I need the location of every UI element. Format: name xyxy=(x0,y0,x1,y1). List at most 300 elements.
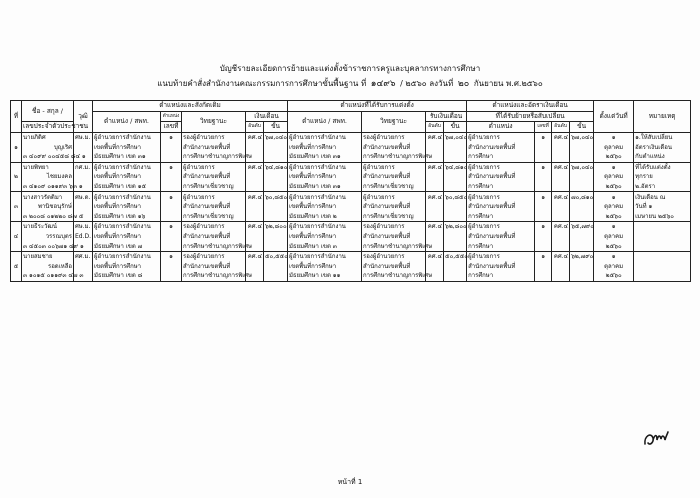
cell-no xyxy=(11,182,22,192)
cell-remark: วันที่ ๑ xyxy=(634,202,691,212)
cell-effective: ตุลาคม xyxy=(594,262,634,272)
cell-recv-rank: คศ.๔ xyxy=(552,251,570,261)
cell-new-rank: คศ.๔ xyxy=(426,162,444,172)
cell-degree xyxy=(74,172,93,182)
table-row xyxy=(11,271,691,281)
header-new-step: ขั้น xyxy=(444,122,467,133)
cell-recv-rank: คศ.๔ xyxy=(552,222,570,232)
cell-degree: กศ.ม. xyxy=(74,162,93,172)
cell-recv-no: ๑ xyxy=(535,222,552,232)
cell-citizen-id: ๓ ๔๕๐๓ ๐๐๖๗๑ ๔๙ ๑ xyxy=(23,242,84,250)
cell-new-salary xyxy=(444,212,467,222)
table-row xyxy=(11,142,691,152)
table-row xyxy=(11,172,691,182)
cell-remark xyxy=(634,241,691,251)
cell-recv-salary xyxy=(570,241,594,251)
cell-recv-position: สำนักงานเขตพื้นที่ xyxy=(467,202,535,212)
cell-new-position: เขตพื้นที่การศึกษา xyxy=(288,142,362,152)
cell-new-academic: สำนักงานเขตพื้นที่ xyxy=(362,202,426,212)
cell-new-rank: คศ.๔ xyxy=(426,251,444,261)
cell-new-academic: การศึกษาเชี่ยวชาญ xyxy=(362,182,426,192)
cell-no: ๔ xyxy=(11,232,22,242)
cell-recv-position: การศึกษา xyxy=(467,271,535,281)
cell-old-no xyxy=(161,212,182,222)
table-row xyxy=(11,241,691,251)
cell-recv-position: ผู้อำนวยการ xyxy=(467,192,535,202)
cell-citizen-id: ๓ ๒๐๐๘ ๐๑๒๒๐ ๘๗ ๕ xyxy=(23,212,84,220)
cell-degree: ศษ.ม. xyxy=(75,223,91,231)
cell-old-academic: รองผู้อำนวยการ xyxy=(182,222,246,232)
cell-old-no xyxy=(161,172,182,182)
cell-old-position: ผู้อำนวยการสำนักงาน xyxy=(93,162,161,172)
cell-old-academic: สำนักงานเขตพื้นที่ xyxy=(182,172,246,182)
cell-recv-no xyxy=(535,241,552,251)
cell-old-no: ๑ xyxy=(161,251,182,261)
header-recv-position: ตำแหน่ง xyxy=(467,122,535,133)
cell-recv-salary: ๖๕,๗๙๐ xyxy=(571,223,594,231)
cell-recv-rank: คศ.๔ xyxy=(552,132,570,142)
handwritten-signature xyxy=(642,426,670,452)
cell-old-salary: ๖๐,๘๕๐ xyxy=(265,193,288,201)
cell-new-academic: รองผู้อำนวยการ xyxy=(362,222,426,232)
cell-effective: ตุลาคม xyxy=(594,142,634,152)
cell-effective: ๒๕๖๐ xyxy=(594,212,634,222)
cell-new-position: มัธยมศึกษา เขต ๓ xyxy=(288,241,362,251)
cell-new-salary xyxy=(444,262,467,272)
cell-no xyxy=(11,212,22,222)
cell-remark: ๑.ให้สับเปลี่ยน xyxy=(634,132,691,142)
cell-no xyxy=(11,251,22,261)
cell-old-no xyxy=(161,232,182,242)
cell-effective: ๒๕๖๐ xyxy=(594,152,634,162)
cell-new-salary: ๕๐,๕๕๐ xyxy=(445,253,468,261)
cell-recv-rank: คศ.๔ xyxy=(552,162,570,172)
cell-new-academic: การศึกษาชำนาญการพิเศษ xyxy=(363,272,433,280)
cell-new-position: ผู้อำนวยการสำนักงาน xyxy=(288,132,362,142)
cell-name: นายสมชาย xyxy=(22,251,74,261)
header-name: ชื่อ - สกุล / xyxy=(22,101,74,122)
cell-name: นายภิดิศ xyxy=(22,132,74,142)
cell-old-academic: สำนักงานเขตพื้นที่ xyxy=(182,142,246,152)
cell-effective: ๑ xyxy=(594,222,634,232)
cell-old-academic: สำนักงานเขตพื้นที่ xyxy=(182,202,246,212)
header-recv-rank: อันดับ xyxy=(552,122,570,133)
cell-citizen-id: ๓ ๑๐๑๕ ๐๑๑๙๓ ๔๗ ๓ xyxy=(23,272,84,280)
cell-new-salary xyxy=(444,271,467,281)
header-salary-group-line1: ตำแหน่งและอัตราเงินเดือน xyxy=(492,101,568,110)
cell-recv-position: สำนักงานเขตพื้นที่ xyxy=(467,172,535,182)
cell-recv-no xyxy=(535,271,552,281)
header-old-academic: วิทยฐานะ xyxy=(182,111,246,132)
header-recv-no: เลขที่ xyxy=(535,122,552,133)
transfer-table xyxy=(10,100,691,282)
cell-remark: เมษายน ๒๕๖๐ xyxy=(634,212,691,222)
cell-new-academic: การศึกษาชำนาญการพิเศษ xyxy=(363,153,433,161)
cell-new-position: ผู้อำนวยการสำนักงาน xyxy=(288,162,362,172)
cell-new-rank xyxy=(426,142,444,152)
cell-name: รอดเหลือ xyxy=(22,262,74,272)
header-old-no-bottom: เลขที่ xyxy=(161,122,182,133)
table-row xyxy=(11,132,691,142)
header-salary-group xyxy=(467,101,594,112)
cell-old-rank xyxy=(246,232,264,242)
cell-degree: ศศ.ม. xyxy=(74,251,93,261)
cell-new-salary xyxy=(444,182,467,192)
cell-recv-salary xyxy=(570,262,594,272)
cell-remark: เงินเดือน ณ xyxy=(634,192,691,202)
cell-remark: ที่ได้รับแต่งตั้ง xyxy=(634,162,691,172)
cell-old-academic: การศึกษาชำนาญการพิเศษ xyxy=(183,153,253,161)
cell-new-position: เขตพื้นที่การศึกษา xyxy=(288,202,362,212)
cell-effective: ๑ xyxy=(594,132,634,142)
table-row xyxy=(11,212,691,222)
cell-old-rank xyxy=(246,202,264,212)
cell-new-rank xyxy=(426,232,444,242)
cell-new-position: มัธยมศึกษา เขต ๓๑ xyxy=(288,152,362,162)
table-body xyxy=(11,132,691,281)
cell-recv-salary: ๖๗,๐๔๐ xyxy=(571,163,594,171)
cell-old-position: ผู้อำนวยการสำนักงาน xyxy=(93,132,161,142)
cell-name: นายธีระวัฒน์ xyxy=(22,222,74,232)
cell-new-position: มัธยมศึกษา เขต ๓๑ xyxy=(288,182,362,192)
cell-effective: ตุลาคม xyxy=(594,172,634,182)
cell-old-rank: คศ.๔ xyxy=(246,251,264,261)
cell-recv-position: การศึกษา xyxy=(467,212,535,222)
cell-new-academic: สำนักงานเขตพื้นที่ xyxy=(362,232,426,242)
cell-degree: ศษ.ม. xyxy=(75,134,91,142)
header-receive-salary: รับเงินเดือน xyxy=(426,111,467,122)
cell-old-position: มัธยมศึกษา เขต ๘ xyxy=(93,271,161,281)
cell-remark: ๒.อัตรา xyxy=(634,182,691,192)
cell-name: นางสาวรัตติมา xyxy=(22,192,74,202)
cell-old-salary xyxy=(264,142,288,152)
cell-old-salary xyxy=(264,212,288,222)
cell-new-position: เขตพื้นที่การศึกษา xyxy=(288,262,362,272)
cell-old-academic: การศึกษาเชี่ยวชาญ xyxy=(182,182,246,192)
cell-new-rank xyxy=(426,202,444,212)
cell-old-salary xyxy=(264,152,288,162)
cell-effective: ๑ xyxy=(594,192,634,202)
cell-old-rank xyxy=(246,212,264,222)
cell-name: บุญเริศ xyxy=(22,142,74,152)
cell-old-salary xyxy=(264,232,288,242)
cell-new-position: ผู้อำนวยการสำนักงาน xyxy=(288,251,362,261)
cell-old-salary xyxy=(264,271,288,281)
cell-effective: ๒๕๖๐ xyxy=(594,271,634,281)
cell-recv-rank xyxy=(552,232,570,242)
cell-old-academic: รองผู้อำนวยการ xyxy=(182,251,246,261)
cell-old-position: ผู้อำนวยการสำนักงาน xyxy=(93,192,161,202)
header-new-academic: วิทยฐานะ xyxy=(362,111,426,132)
cell-new-rank: คศ.๔ xyxy=(426,222,444,232)
cell-old-salary: ๖๔,๘๑๐ xyxy=(265,163,288,171)
table-row xyxy=(11,251,691,261)
cell-no xyxy=(11,222,22,232)
cell-new-academic: ผู้อำนวยการ xyxy=(362,192,426,202)
cell-new-position: ผู้อำนวยการสำนักงาน xyxy=(288,222,362,232)
cell-effective: ตุลาคม xyxy=(594,232,634,242)
cell-old-position: เขตพื้นที่การศึกษา xyxy=(93,232,161,242)
cell-old-position: มัธยมศึกษา เขต ๑๕ xyxy=(93,182,161,192)
cell-old-position: เขตพื้นที่การศึกษา xyxy=(93,142,161,152)
cell-recv-no: ๑ xyxy=(535,132,552,142)
header-no: ที่ xyxy=(11,101,22,133)
cell-recv-rank xyxy=(552,202,570,212)
cell-remark xyxy=(634,222,691,232)
cell-recv-rank xyxy=(552,241,570,251)
cell-old-no: ๑ xyxy=(161,222,182,232)
cell-new-rank xyxy=(426,262,444,272)
cell-old-position: เขตพื้นที่การศึกษา xyxy=(93,202,161,212)
cell-new-academic: การศึกษาเชี่ยวชาญ xyxy=(362,212,426,222)
cell-old-rank xyxy=(246,142,264,152)
cell-recv-position: สำนักงานเขตพื้นที่ xyxy=(467,142,535,152)
cell-recv-salary: ๖๒,๗๙๐ xyxy=(571,253,594,261)
cell-old-no xyxy=(161,152,182,162)
cell-remark: ทุกราย xyxy=(634,172,691,182)
cell-old-no xyxy=(161,241,182,251)
cell-old-salary: ๖๒,๘๐๐ xyxy=(265,223,287,231)
cell-old-no xyxy=(161,142,182,152)
cell-old-academic: สำนักงานเขตพื้นที่ xyxy=(182,232,246,242)
cell-recv-rank xyxy=(552,212,570,222)
cell-recv-salary: ๗๐,๘๑๐ xyxy=(571,193,594,201)
table-row xyxy=(11,262,691,272)
cell-new-position: เขตพื้นที่การศึกษา xyxy=(288,172,362,182)
cell-new-position: เขตพื้นที่การศึกษา xyxy=(288,232,362,242)
cell-new-academic: ผู้อำนวยการ xyxy=(362,162,426,172)
table-row xyxy=(11,192,691,202)
cell-recv-no xyxy=(535,152,552,162)
subtitle-prefix: แนบท้ายคำสั่งสำนักงานคณะกรรมการการศึกษาขั้นพื้นฐาน ที่ xyxy=(157,79,367,88)
cell-old-no: ๑ xyxy=(161,132,182,142)
cell-effective: ๑ xyxy=(594,251,634,261)
cell-recv-salary xyxy=(570,172,594,182)
cell-citizen-id: ๓ ๔๑๐๙ ๐๑๑๙๓ ๖๓ ๑ xyxy=(23,183,83,191)
cell-recv-salary xyxy=(570,202,594,212)
cell-new-academic: สำนักงานเขตพื้นที่ xyxy=(362,172,426,182)
table-row xyxy=(11,222,691,232)
cell-new-academic: สำนักงานเขตพื้นที่ xyxy=(362,262,426,272)
cell-degree: Ed.D. xyxy=(75,233,92,241)
cell-recv-no xyxy=(535,212,552,222)
cell-recv-position: ผู้อำนวยการ xyxy=(467,222,535,232)
cell-old-academic: การศึกษาชำนาญการพิเศษ xyxy=(183,272,253,280)
cell-recv-no xyxy=(535,142,552,152)
cell-old-salary xyxy=(264,202,288,212)
header-citizen-id: เลขประจำตัวประชาชน xyxy=(23,122,89,131)
cell-effective: ๑ xyxy=(594,162,634,172)
cell-no xyxy=(11,132,22,142)
page-footer: หน้าที่ 1 xyxy=(337,478,363,486)
cell-name: วรรณบุตร xyxy=(22,232,74,242)
cell-recv-no xyxy=(535,172,552,182)
cell-no xyxy=(11,152,22,162)
order-year: / ๒๕๖๐ xyxy=(400,79,427,88)
cell-new-salary: ๖๐,๘๕๐ xyxy=(445,193,468,201)
cell-name: พานิชอนุรักษ์ xyxy=(22,202,74,212)
cell-recv-rank xyxy=(552,142,570,152)
document-title: บัญชีรายละเอียดการย้ายและแต่งตั้งข้าราชการครูและบุคลากรทางการศึกษา xyxy=(219,64,481,73)
cell-name: นายพิทยา xyxy=(22,162,74,172)
cell-new-position: มัธยมศึกษา เขต ๒ xyxy=(288,212,362,222)
cell-old-no xyxy=(161,271,182,281)
cell-old-academic: ผู้อำนวยการ xyxy=(182,162,246,172)
cell-recv-rank xyxy=(552,271,570,281)
cell-recv-position: ผู้อำนวยการ xyxy=(467,132,535,142)
header-old-salary: เงินเดือน xyxy=(246,111,288,122)
cell-recv-no xyxy=(535,182,552,192)
cell-old-no xyxy=(161,262,182,272)
cell-recv-rank: คศ.๔ xyxy=(552,192,570,202)
cell-recv-no: ๑ xyxy=(535,192,552,202)
cell-new-salary xyxy=(444,142,467,152)
document-subtitle xyxy=(0,76,700,90)
cell-remark xyxy=(634,232,691,242)
header-recv-step: ขั้น xyxy=(570,122,594,133)
cell-old-salary xyxy=(264,262,288,272)
cell-new-rank: คศ.๔ xyxy=(426,132,444,142)
cell-recv-rank xyxy=(552,172,570,182)
cell-degree xyxy=(74,142,93,152)
cell-old-academic: การศึกษาชำนาญการพิเศษ xyxy=(183,242,253,250)
cell-recv-no xyxy=(535,202,552,212)
cell-recv-no xyxy=(535,262,552,272)
cell-old-rank: คศ.๔ xyxy=(246,192,264,202)
cell-recv-rank xyxy=(552,152,570,162)
cell-remark xyxy=(634,271,691,281)
cell-degree xyxy=(74,262,93,272)
table-row xyxy=(11,232,691,242)
cell-old-position: ผู้อำนวยการสำนักงาน xyxy=(93,222,161,232)
cell-recv-salary xyxy=(570,182,594,192)
cell-new-salary xyxy=(444,241,467,251)
cell-recv-rank xyxy=(552,262,570,272)
cell-degree xyxy=(74,202,93,212)
cell-new-position: มัธยมศึกษา เขต ๑๑ xyxy=(288,271,362,281)
header-remark: หมายเหตุ xyxy=(634,101,691,133)
cell-new-salary: ๖๗,๐๔๐ xyxy=(445,134,468,142)
order-month-year: กันยายน พ.ศ.๒๕๖๐ xyxy=(473,79,543,88)
cell-new-rank: คศ.๔ xyxy=(426,192,444,202)
cell-remark xyxy=(634,251,691,261)
cell-old-no xyxy=(161,182,182,192)
cell-new-academic: สำนักงานเขตพื้นที่ xyxy=(362,142,426,152)
header-old-no-top: ตำแหน่ง xyxy=(161,111,182,122)
cell-no: ๓ xyxy=(11,202,22,212)
cell-old-academic: การศึกษาเชี่ยวชาญ xyxy=(182,212,246,222)
cell-old-position: มัธยมศึกษา เขต ๗ xyxy=(93,241,161,251)
cell-remark: อัตราเงินเดือน xyxy=(634,142,691,152)
cell-new-salary xyxy=(444,202,467,212)
cell-no xyxy=(11,271,22,281)
cell-recv-position: สำนักงานเขตพื้นที่ xyxy=(467,232,535,242)
header-new-position: ตำแหน่ง / สพท. xyxy=(288,111,362,132)
cell-old-position: เขตพื้นที่การศึกษา xyxy=(93,262,161,272)
cell-old-academic: ผู้อำนวยการ xyxy=(182,192,246,202)
cell-recv-salary xyxy=(570,142,594,152)
table-row xyxy=(11,162,691,172)
cell-citizen-id: ๓ ๔๐๙๙ ๐๐๔๕๘ ๘๔ ๑ xyxy=(23,153,86,161)
header-old-group: ตำแหน่งและสังกัดเดิม xyxy=(93,101,288,112)
header-new-rank: อันดับ xyxy=(426,122,444,133)
cell-old-position: มัธยมศึกษา เขต ๓๑ xyxy=(93,152,161,162)
cell-recv-position: ผู้อำนวยการ xyxy=(467,251,535,261)
header-new-group: ตำแหน่งที่ได้รับการแต่งตั้ง xyxy=(288,101,467,112)
cell-new-rank xyxy=(426,212,444,222)
cell-recv-rank xyxy=(552,182,570,192)
cell-recv-no: ๑ xyxy=(535,251,552,261)
table-row xyxy=(11,182,691,192)
header-degree: วุฒิ xyxy=(74,101,93,133)
cell-old-no xyxy=(161,202,182,212)
cell-old-rank xyxy=(246,182,264,192)
header-old-step: ขั้น xyxy=(264,122,288,133)
table-row xyxy=(11,152,691,162)
dated-label: ลงวันที่ xyxy=(429,79,454,88)
table-row xyxy=(11,202,691,212)
cell-effective: ๒๕๖๐ xyxy=(594,182,634,192)
cell-effective: ตุลาคม xyxy=(594,202,634,212)
cell-new-academic: รองผู้อำนวยการ xyxy=(362,132,426,142)
cell-new-salary xyxy=(444,152,467,162)
cell-new-salary: ๖๒,๘๐๐ xyxy=(445,223,467,231)
cell-old-academic: สำนักงานเขตพื้นที่ xyxy=(182,262,246,272)
cell-recv-position: การศึกษา xyxy=(467,182,535,192)
cell-recv-no xyxy=(535,232,552,242)
cell-new-salary: ๖๔,๘๑๐ xyxy=(445,163,468,171)
cell-new-salary xyxy=(444,172,467,182)
cell-recv-position: การศึกษา xyxy=(467,152,535,162)
cell-no xyxy=(11,192,22,202)
cell-name: ไชยมงคล xyxy=(22,172,74,182)
header-salary-group-line2: ที่ได้รับย้ายหรือสับเปลี่ยน xyxy=(467,111,594,122)
cell-no xyxy=(11,162,22,172)
cell-new-rank xyxy=(426,182,444,192)
cell-recv-salary xyxy=(570,271,594,281)
cell-new-academic: การศึกษาชำนาญการพิเศษ xyxy=(363,242,433,250)
cell-no: ๒ xyxy=(11,172,22,182)
cell-old-salary xyxy=(264,241,288,251)
cell-old-rank xyxy=(246,262,264,272)
cell-old-position: เขตพื้นที่การศึกษา xyxy=(93,172,161,182)
cell-old-position: ผู้อำนวยการสำนักงาน xyxy=(93,251,161,261)
cell-old-salary xyxy=(264,172,288,182)
cell-old-rank xyxy=(246,172,264,182)
order-number: ๑๔๙๖ xyxy=(370,79,396,89)
cell-effective: ๒๕๖๐ xyxy=(594,241,634,251)
cell-old-position: มัธยมศึกษา เขต ๑๖ xyxy=(93,212,161,222)
cell-recv-salary xyxy=(570,212,594,222)
cell-recv-position: ผู้อำนวยการ xyxy=(467,162,535,172)
cell-new-rank xyxy=(426,172,444,182)
cell-old-no: ๑ xyxy=(161,192,182,202)
header-old-position: ตำแหน่ง / สพท. xyxy=(93,111,161,132)
cell-remark: กับตำแหน่ง xyxy=(634,152,691,162)
cell-no: ๕ xyxy=(11,262,22,272)
cell-recv-salary: ๖๗,๐๔๐ xyxy=(571,134,594,142)
cell-degree: ศษ.ด. xyxy=(74,192,93,202)
header-old-rank: อันดับ xyxy=(246,122,264,133)
header-effective: ตั้งแต่วันที่ xyxy=(594,101,634,133)
cell-old-rank: คศ.๔ xyxy=(246,132,264,142)
cell-recv-position: สำนักงานเขตพื้นที่ xyxy=(467,262,535,272)
cell-recv-no: ๑ xyxy=(535,162,552,172)
cell-old-salary xyxy=(264,182,288,192)
cell-recv-position: การศึกษา xyxy=(467,241,535,251)
cell-no: ๑ xyxy=(11,142,22,152)
cell-no xyxy=(11,241,22,251)
